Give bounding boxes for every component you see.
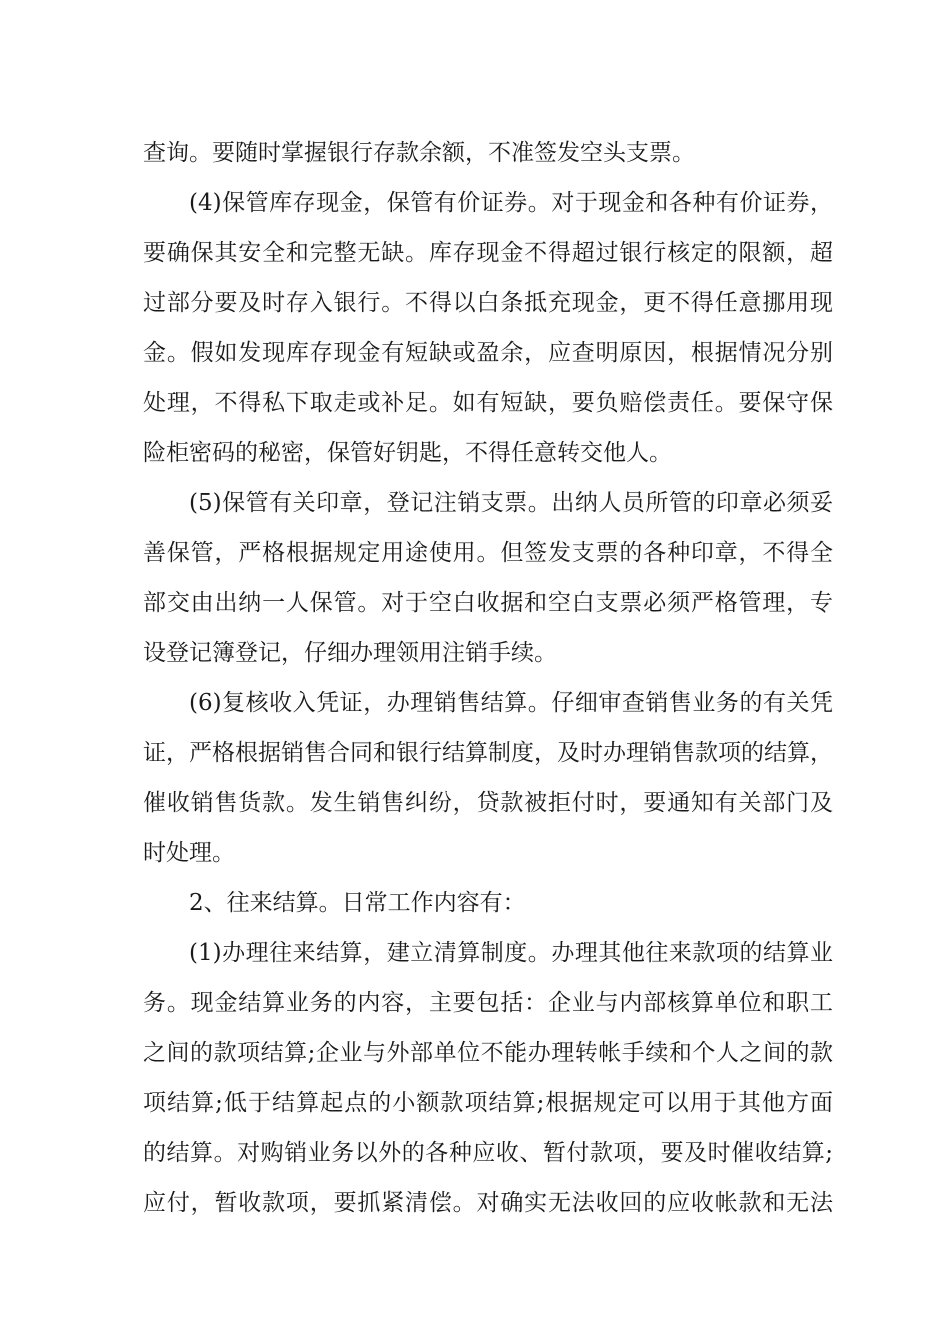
text-line: 的结算。对购销业务以外的各种应收、暂付款项，要及时催收结算; <box>143 1140 833 1166</box>
text-line: 应付，暂收款项，要抓紧清偿。对确实无法收回的应收帐款和无法 <box>143 1190 833 1216</box>
text-line: 部交由出纳一人保管。对于空白收据和空白支票必须严格管理，专 <box>143 590 833 616</box>
text-line: (5)保管有关印章，登记注销支票。出纳人员所管的印章必须妥 <box>189 490 833 516</box>
text-line: (1)办理往来结算，建立清算制度。办理其他往来款项的结算业 <box>189 940 833 966</box>
text-line: 2、往来结算。日常工作内容有： <box>189 890 526 916</box>
text-line: 要确保其安全和完整无缺。库存现金不得超过银行核定的限额，超 <box>143 240 833 266</box>
text-line: 催收销售货款。发生销售纠纷，贷款被拒付时，要通知有关部门及 <box>143 790 833 816</box>
text-line: 时处理。 <box>143 840 235 866</box>
text-line: 金。假如发现库存现金有短缺或盈余，应查明原因，根据情况分别 <box>143 340 833 366</box>
text-line: 过部分要及时存入银行。不得以白条抵充现金，更不得任意挪用现 <box>143 290 833 316</box>
text-line: 险柜密码的秘密，保管好钥匙，不得任意转交他人。 <box>143 440 672 466</box>
text-line: 查询。要随时掌握银行存款余额，不准签发空头支票。 <box>143 140 695 166</box>
text-line: (6)复核收入凭证，办理销售结算。仔细审查销售业务的有关凭 <box>189 690 833 716</box>
text-line: 设登记簿登记，仔细办理领用注销手续。 <box>143 640 557 666</box>
text-line: 项结算;低于结算起点的小额款项结算;根据规定可以用于其他方面 <box>143 1090 833 1116</box>
body-text <box>143 128 833 1228</box>
text-line: 之间的款项结算;企业与外部单位不能办理转帐手续和个人之间的款 <box>143 1040 833 1066</box>
text-line: 善保管，严格根据规定用途使用。但签发支票的各种印章，不得全 <box>143 540 833 566</box>
text-line: (4)保管库存现金，保管有价证券。对于现金和各种有价证券， <box>189 190 833 216</box>
text-line: 证，严格根据销售合同和银行结算制度，及时办理销售款项的结算， <box>143 740 833 766</box>
text-line: 处理，不得私下取走或补足。如有短缺，要负赔偿责任。要保守保 <box>143 390 833 416</box>
text-line: 务。现金结算业务的内容，主要包括：企业与内部核算单位和职工 <box>143 990 833 1016</box>
